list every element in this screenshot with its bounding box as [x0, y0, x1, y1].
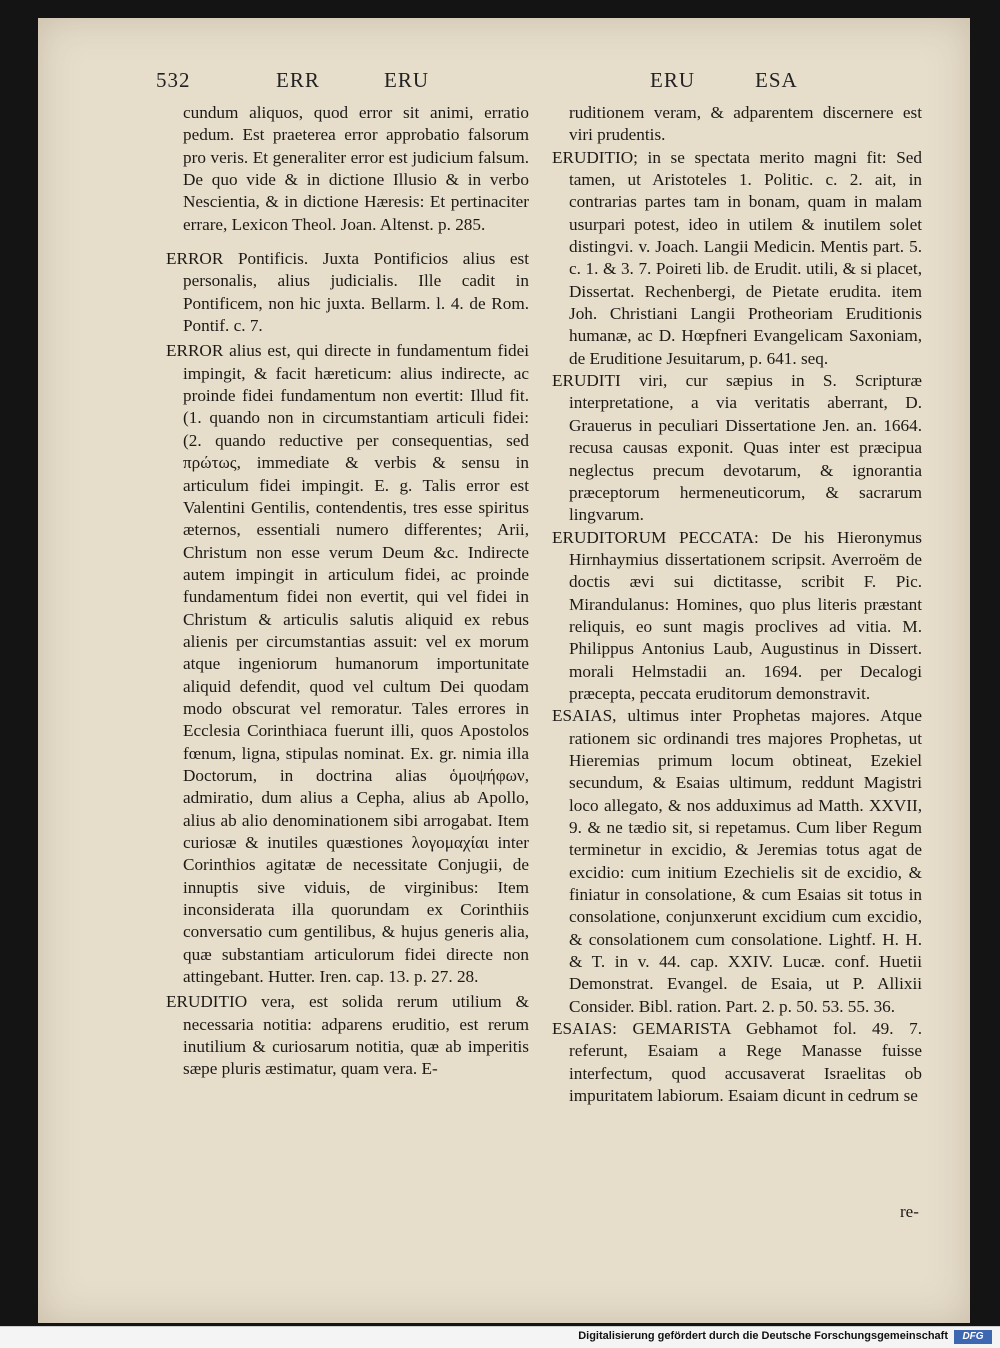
- entry-eruditio: ERUDITIO; in se spectata merito magni fit: Sed tamen, ut Aristoteles 1. Politic. c. 2. ait, in contrarias partes tam in bonam, quam in malam usurpari potest, ideo in utilem & inutilem solet distingvi. v. Joach. Langii Medicin. Mentis part. 5. c. 1. & 3. 7. Poireti lib. de Erudit. utili, & si placet, Dissertat. Rechenbergi, de Pietate erudita. item Joh. Christiani Langii Protheoriam Eruditionis humanæ, ac D. Hœpfneri Evangelicam Saxoniam, de Eruditione Jesuitarum, p. 641. seq.: [552, 147, 922, 368]
- running-head-left-2: ERU: [384, 68, 429, 92]
- entry-eruditi-viri: ERUDITI viri, cur sæpius in S. Scripturæ interpretatione, a via veritatis aberrant, D. Grauerus in peculiari Dissertatione Jen. an. 1664. recusa causas exponit. Quas inter est præcipua neglectus precum devotarum, & ignorantia præceptorum hermeneuticorum, & sacrarum lingvarum.: [552, 371, 922, 525]
- book-page: [38, 18, 970, 1323]
- entry-error-pontificis: ERROR Pontificis. Juxta Pontificios alius est personalis, alius judicialis. Ille cadit in Pontificem, non hic juxta. Bellarm. l. 4. de Rom. Pontif. c. 7.: [166, 249, 529, 336]
- running-head-left-1: ERR: [276, 68, 320, 92]
- entry-esaias-gemarista: ESAIAS: GEMARISTA Gebhamot fol. 49. 7. referunt, Esaiam a Rege Manasse fuisse interfectum, quod accusaverat Israelitas ob impuritatem labiorum. Esaiam dicunt in cedrum se: [552, 1019, 922, 1106]
- right-column: [552, 102, 922, 1107]
- entry-esaias: ESAIAS, ultimus inter Prophetas majores. Atque rationem sic ordinandi tres majores Prophetas, ut Hieremias primum locum obtineat, Ezekiel secundum, & Esaias ultimum, reddunt Magistri loco allegato, & nos adduximus ad Matth. XXVII, 9. & ne tædio sit, si repetamus. Cum liber Regum terminetur in excidio, & Jeremias totus agat de excidio: cum initium Ezechielis sit de excidio, & finiatur in consolatione, & cum Esaias sit totus in consolatione, conjunxerunt excidium cum excidio, & consolationem cum consolatione. Lightf. H. H. & T. in v. 44. cap. XXIV. Lucæ. conf. Huetii Demonstrat. Evangel. de Esaia, ut P. Allixii Consider. Bibl. ration. Part. 2. p. 50. 53. 55. 36.: [552, 706, 922, 1016]
- catchword: re-: [900, 1202, 919, 1221]
- entry-eruditio-vera: ERUDITIO vera, est solida rerum utilium & necessaria notitia: adparens eruditio, est rerum inutilium & curiosarum notitia, quæ ab imperitis sæpe pluris æstimatur, quam vera. E-: [166, 992, 529, 1079]
- page-number: 532: [156, 68, 191, 92]
- entry-eruditio-continuation: ruditionem veram, & adparentem discernere est viri prudentis.: [569, 103, 922, 145]
- running-head-right-2: ESA: [755, 68, 798, 92]
- digitization-footer: [0, 1326, 1000, 1348]
- dfg-logo: DFG: [954, 1330, 992, 1344]
- left-column: [166, 102, 529, 1081]
- entry-error-continuation: cundum aliquos, quod error sit animi, erratio pedum. Est praeterea error approbatio falsorum pro veris. Et generaliter error est judicium falsum. De quo vide & in dictione Illusio & in verbo Nescientia, & in dictione Hæresis: Et pertinaciter errare, Lexicon Theol. Joan. Altenst. p. 285.: [183, 103, 529, 234]
- footer-text: Digitalisierung gefördert durch die Deutsche Forschungsgemeinschaft: [578, 1330, 948, 1342]
- running-head-right-1: ERU: [650, 68, 695, 92]
- entry-eruditorum-peccata: ERUDITORUM PECCATA: De his Hieronymus Hirnhaymius dissertationem scripsit. Averroëm de doctis ævi sui dictitasse, scribit F. Pic. Mirandulanus: Homines, quo plus literis præstant reliquis, eo sunt magis proclives ad vitia. M. Philippus Antonius Laub, Augustinus in Dissert. morali Helmstadii an. 1694. per Decalogi præcepta, peccata eruditorum demonstravit.: [552, 527, 922, 703]
- entry-error-directe: ERROR alius est, qui directe in fundamentum fidei impingit, & facit hæreticum: alius indirecte, ac proinde fidei fundamentum non evertit: Illud fit. (1. quando non in circumstantiam articuli fidei: (2. quando reductive per consequentias, sed πρώτως, immediate & verbis & sensu in articulum fidei impingit. E. g. Talis error est Valentini Gentilis, contendentis, tres esse spiritus æternos, essentiali numero differentes; Arii, Christum non esse verum Deum &c. Indirecte autem impingit in articulum fidei, ac proinde fundamentum fidei non evertit, qui vel fidei in Christum & articulis salutis aliquid ex rebus alienis per circumstantias assuit: vel ex morum atque ingeniorum humanorum importunitate aliquid defendit, quod vel cultum Dei quodam modo obscurat vel remoratur. Tales errores in Ecclesia Corinthiaca fuerunt illi, quos Apostolos fœnum, ligna, stipulas nominat. Ex. gr. nimia illa Doctorum, in doctrina alias ὁμοψήφων, admiratio, dum alius a Cepha, alius ab Apollo, alius ab alio denominationem sibi arrogabat. Item curiosæ & inutiles quæstiones λογομαχίαι inter Corinthios agitatæ de necessitate Conjugii, de innuptis sive viduis, de virginibus: Item inconsiderata illa quorundam ex Corinthiis conversatio cum gentilibus, & hujus generis alia, quæ substantiam articulorum fidei directe non attingebant. Hutter. Iren. cap. 13. p. 27. 28.: [166, 341, 529, 987]
